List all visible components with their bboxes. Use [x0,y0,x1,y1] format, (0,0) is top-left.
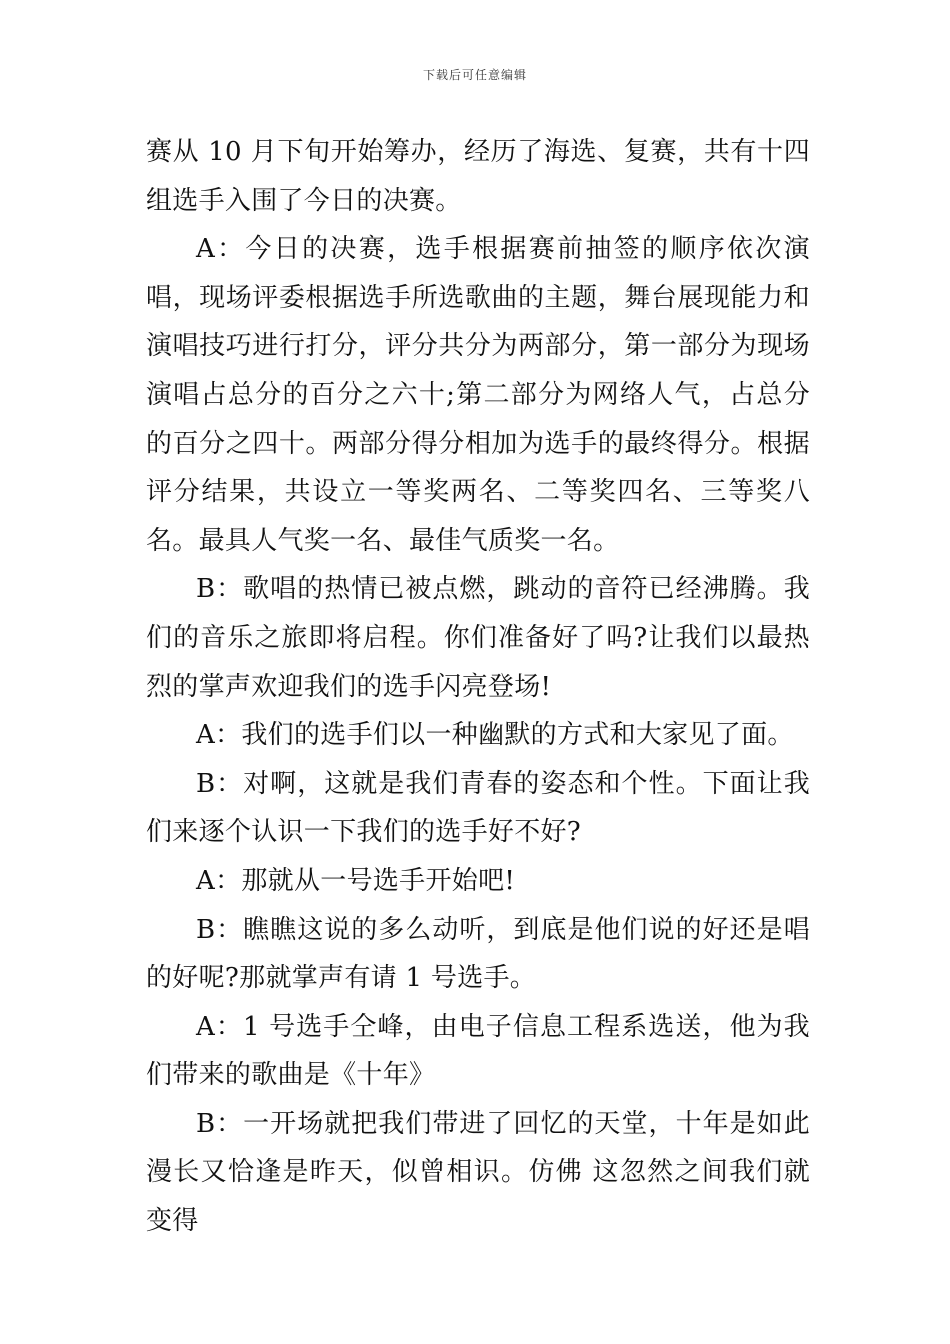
paragraph: B：一开场就把我们带进了回忆的天堂，十年是如此漫长又恰逢是昨天，似曾相识。仿佛 这忽然之间我们就变得 [146,1108,810,1237]
paragraph: A：那就从一号选手开始吧! [196,865,516,896]
paragraph: B：歌唱的热情已被点燃，跳动的音符已经沸腾。我们的音乐之旅即将启程。你们准备好了吗?让我们以最热烈的掌声欢迎我们的选手闪亮登场! [146,574,810,702]
paragraph: A：今日的决赛，选手根据赛前抽签的顺序依次演唱，现场评委根据选手所选歌曲的主题，舞台展现能力和演唱技巧进行打分，评分共分为两部分，第一部分为现场演唱占总分的百分之六十;第二部分为网络人气，占总分的百分之四十。两部分得分相加为选手的最终得分。根据评分结果，共设立一等奖两名、二等奖四名、三等奖八名。最具人气奖一名、最佳气质奖一名。 [146,234,810,556]
paragraph: B：瞧瞧这说的多么动听，到底是他们说的好还是唱的好呢?那就掌声有请 1 号选手。 [146,914,810,994]
paragraph: 赛从 10 月下旬开始筹办，经历了海选、复赛，共有十四组选手入围了今日的决赛。 [146,137,810,216]
document-body [146,128,810,1246]
header-note: 下载后可任意编辑 [422,68,527,82]
paragraph: A：1 号选手仝峰，由电子信息工程系选送，他为我们带来的歌曲是《十年》 [146,1011,810,1091]
paragraph: B：对啊，这就是我们青春的姿态和个性。下面让我们来逐个认识一下我们的选手好不好? [146,768,810,848]
paragraph: A：我们的选手们以一种幽默的方式和大家见了面。 [196,720,794,751]
